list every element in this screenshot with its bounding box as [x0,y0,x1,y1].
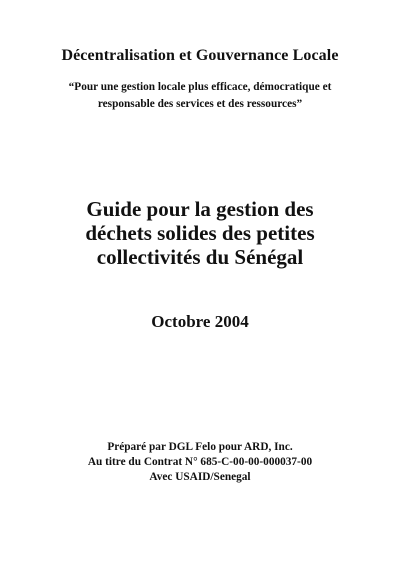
credits-line: Préparé par DGL Felo pour ARD, Inc. [107,441,293,453]
slogan-line: “Pour une gestion locale plus efficace, démocratique et [68,81,332,93]
credits-block [0,440,400,485]
slogan [40,79,360,113]
slogan-line: responsable des services et des ressources” [97,98,303,110]
guide-title [0,197,400,269]
guide-title-line: Guide pour la gestion des [86,197,314,221]
program-title: Décentralisation et Gouvernance Locale [61,47,339,64]
credits-line: Avec USAID/Senegal [149,471,251,483]
publication-date: Octobre 2004 [151,312,249,331]
cover-header [0,46,400,113]
guide-title-line: déchets solides des petites [85,221,315,245]
credits-line: Au titre du Contrat N° 685-C-00-00-000037-00 [87,456,313,468]
guide-title-line: collectivités du Sénégal [96,245,304,269]
